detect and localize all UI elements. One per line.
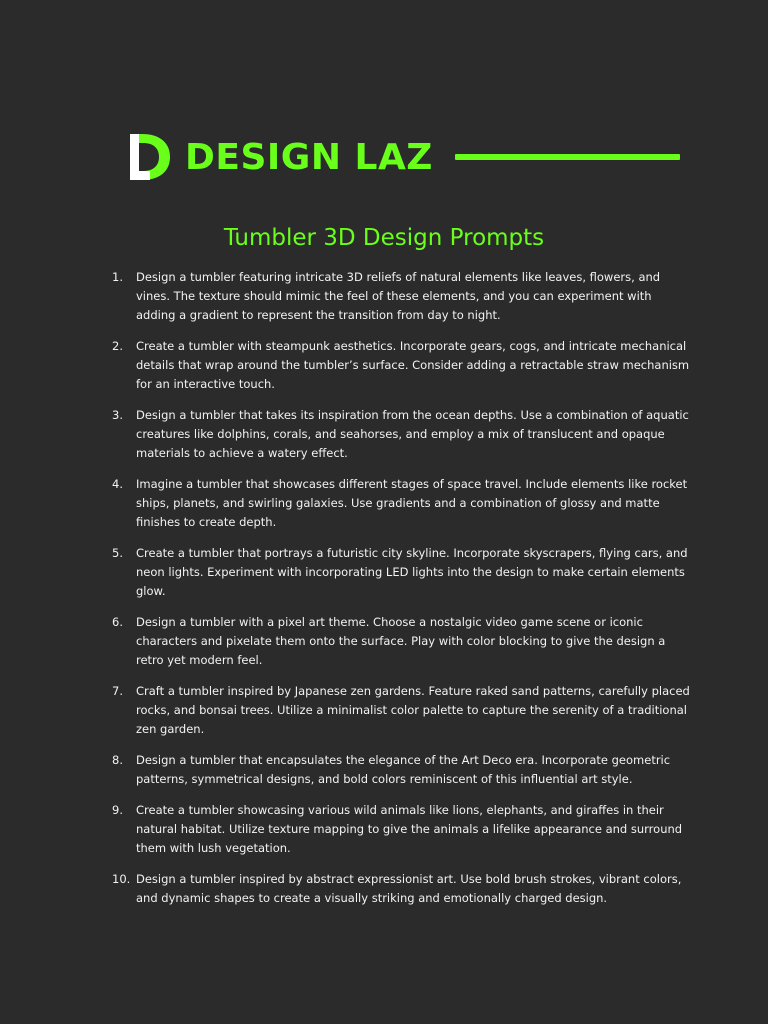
list-item	[112, 406, 692, 463]
header	[130, 130, 690, 186]
list-item	[112, 613, 692, 670]
header-divider	[455, 154, 680, 160]
prompt-list	[112, 268, 692, 920]
list-item-number: 3.	[112, 408, 123, 422]
list-item	[112, 682, 692, 739]
d-letter-logo-icon	[130, 134, 170, 180]
list-item	[112, 870, 692, 908]
list-item-text: Design a tumbler with a pixel art theme. Choose a nostalgic video game scene or iconic characters and pixelate them onto the surface. Play with color blocking to give the design a retro yet modern feel.	[136, 615, 666, 667]
list-item	[112, 801, 692, 858]
list-item-text: Imagine a tumbler that showcases different stages of space travel. Include elements like rocket ships, planets, and swirling galaxies. Use gradients and a combination of glossy and matte finishes to create depth.	[136, 477, 688, 529]
list-item-text: Design a tumbler inspired by abstract expressionist art. Use bold brush strokes, vibrant colors, and dynamic shapes to create a visually striking and emotionally charged design.	[136, 872, 682, 905]
brand-name: DESIGN LAZ	[185, 137, 433, 178]
list-item	[112, 268, 692, 325]
list-item	[112, 337, 692, 394]
list-item	[112, 544, 692, 601]
list-item-number: 7.	[112, 684, 123, 698]
list-item-text: Create a tumbler that portrays a futuristic city skyline. Incorporate skyscrapers, flying cars, and neon lights. Experiment with incorporating LED lights into the design to make certain elements glow.	[136, 546, 688, 598]
list-item	[112, 751, 692, 789]
list-item-number: 10.	[112, 872, 131, 886]
list-item-number: 4.	[112, 477, 123, 491]
list-item	[112, 475, 692, 532]
list-item-text: Design a tumbler featuring intricate 3D reliefs of natural elements like leaves, flowers, and vines. The texture should mimic the feel of these elements, and you can experiment with adding a gradient to represent the transition from day to night.	[136, 270, 661, 322]
list-item-text: Craft a tumbler inspired by Japanese zen gardens. Feature raked sand patterns, carefully placed rocks, and bonsai trees. Utilize a minimalist color palette to capture the serenity of a traditional zen garden.	[136, 684, 690, 736]
list-item-number: 8.	[112, 753, 123, 767]
list-item-number: 1.	[112, 270, 123, 284]
list-item-number: 6.	[112, 615, 123, 629]
list-item-text: Design a tumbler that encapsulates the elegance of the Art Deco era. Incorporate geometric patterns, symmetrical designs, and bold colors reminiscent of this influential art style.	[136, 753, 671, 786]
list-item-text: Design a tumbler that takes its inspiration from the ocean depths. Use a combination of aquatic creatures like dolphins, corals, and seahorses, and employ a mix of translucent and opaque materials to achieve a watery effect.	[136, 408, 689, 460]
page-title: Tumbler 3D Design Prompts	[223, 225, 545, 251]
list-item-number: 5.	[112, 546, 123, 560]
list-item-text: Create a tumbler showcasing various wild animals like lions, elephants, and giraffes in their natural habitat. Utilize texture mapping to give the animals a lifelike appearance and surround them with lush vegetation.	[136, 803, 683, 855]
list-item-number: 9.	[112, 803, 123, 817]
list-item-number: 2.	[112, 339, 123, 353]
list-item-text: Create a tumbler with steampunk aesthetics. Incorporate gears, cogs, and intricate mechanical details that wrap around the tumbler’s surface. Consider adding a retractable straw mechanism for an interactive touch.	[136, 339, 690, 391]
